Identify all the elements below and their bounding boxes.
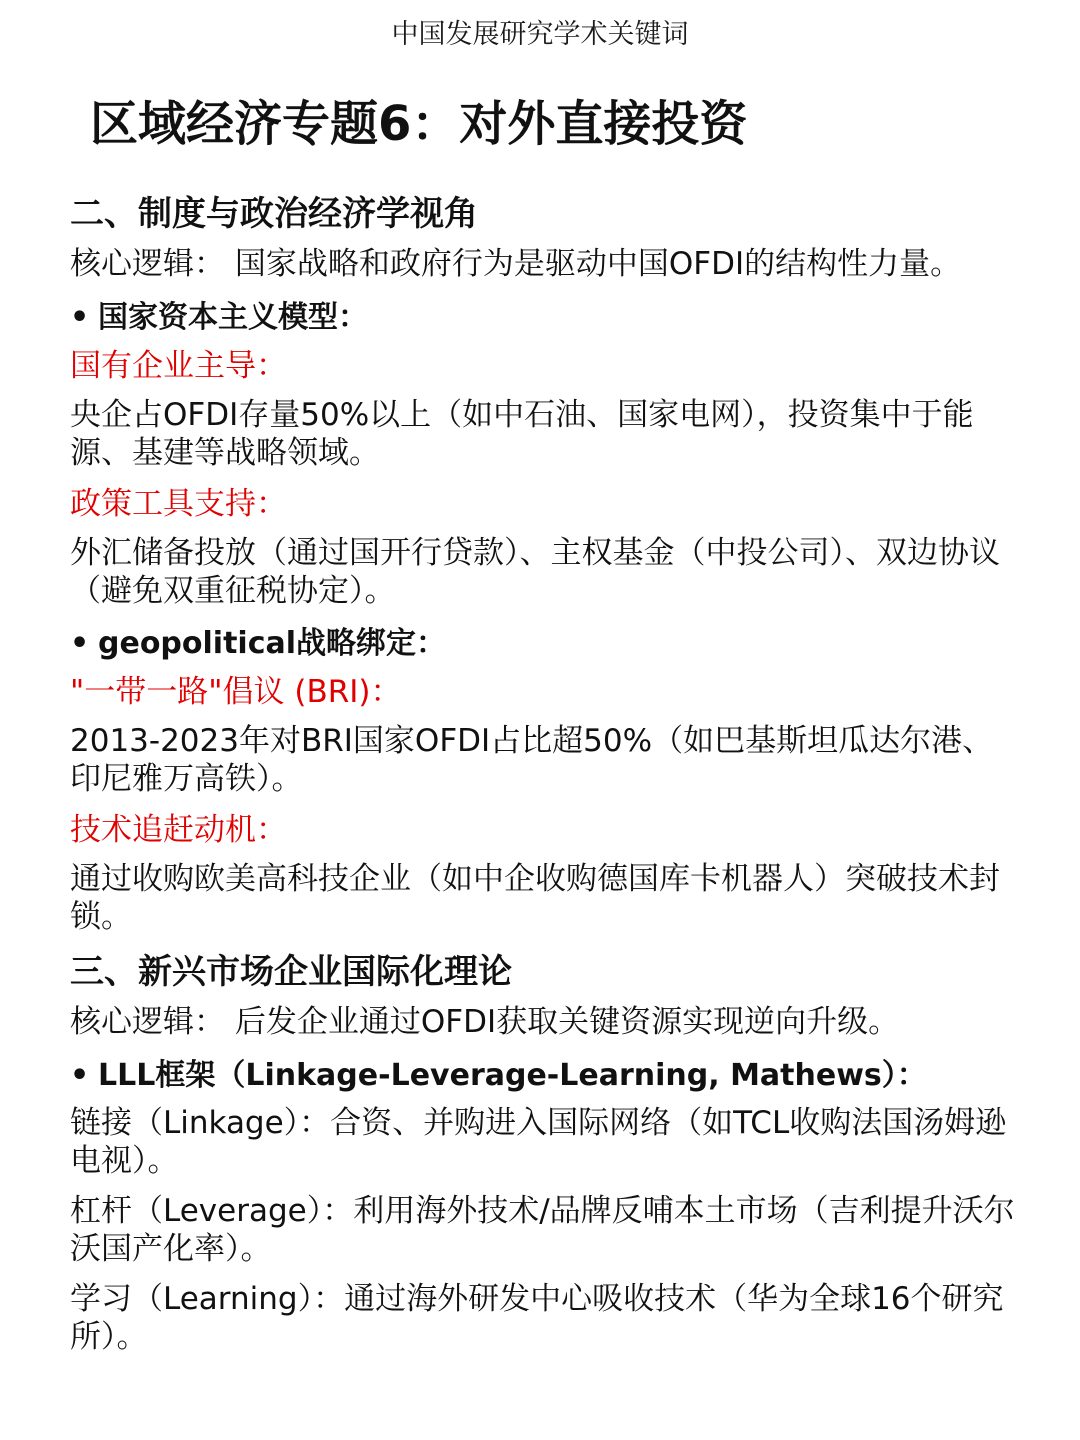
subhead-tech-catchup: 技术追赶动机： (70, 812, 287, 848)
bullet-dot-icon: • (70, 1058, 90, 1093)
bullet-dot-icon: • (70, 300, 90, 335)
bullet-label: LLL框架（Linkage-Leverage-Learning, Mathews）： (98, 1058, 927, 1093)
bullet-label: geopolitical战略绑定： (98, 626, 447, 661)
paragraph-policy-tools: 外汇储备投放（通过国开行贷款）、主权基金（中投公司）、双边协议（避免双重征税协定）。 (70, 535, 1000, 609)
bullet-lll-framework (70, 1054, 1020, 1098)
subhead-policy-tools: 政策工具支持： (70, 486, 287, 522)
section-2-core-logic: 核心逻辑： 国家战略和政府行为是驱动中国OFDI的结构性力量。 (70, 246, 962, 282)
paragraph-linkage: 链接（Linkage）：合资、并购进入国际网络（如TCL收购法国汤姆逊电视）。 (70, 1105, 1007, 1179)
paragraph-tech-catchup: 通过收购欧美高科技企业（如中企收购德国库卡机器人）突破技术封锁。 (70, 861, 1000, 935)
bullet-label: 国家资本主义模型： (98, 300, 368, 335)
section-heading-3: 三、新兴市场企业国际化理论 (70, 952, 512, 992)
document-body (70, 190, 1020, 1368)
page-header: 中国发展研究学术关键词 (391, 19, 689, 50)
paragraph-leverage: 杠杆（Leverage）：利用海外技术/品牌反哺本土市场（吉利提升沃尔沃国产化率）。 (70, 1193, 1015, 1267)
subhead-soe-led: 国有企业主导： (70, 348, 287, 384)
page-title: 区域经济专题6：对外直接投资 (90, 96, 748, 152)
subhead-bri: "一带一路"倡议 (BRI)： (70, 674, 402, 710)
paragraph-learning: 学习（Learning）：通过海外研发中心吸收技术（华为全球16个研究所）。 (70, 1281, 1004, 1355)
paragraph-bri: 2013-2023年对BRI国家OFDI占比超50%（如巴基斯坦瓜达尔港、印尼雅万高铁）。 (70, 723, 994, 797)
section-heading-2: 二、制度与政治经济学视角 (70, 194, 478, 234)
bullet-state-capitalism (70, 296, 1020, 340)
section-3-core-logic: 核心逻辑： 后发企业通过OFDI获取关键资源实现逆向升级。 (70, 1004, 900, 1040)
bullet-dot-icon: • (70, 626, 90, 661)
paragraph-soe-led: 央企占OFDI存量50%以上（如中石油、国家电网），投资集中于能源、基建等战略领域。 (70, 397, 974, 471)
bullet-geopolitical (70, 622, 1020, 666)
